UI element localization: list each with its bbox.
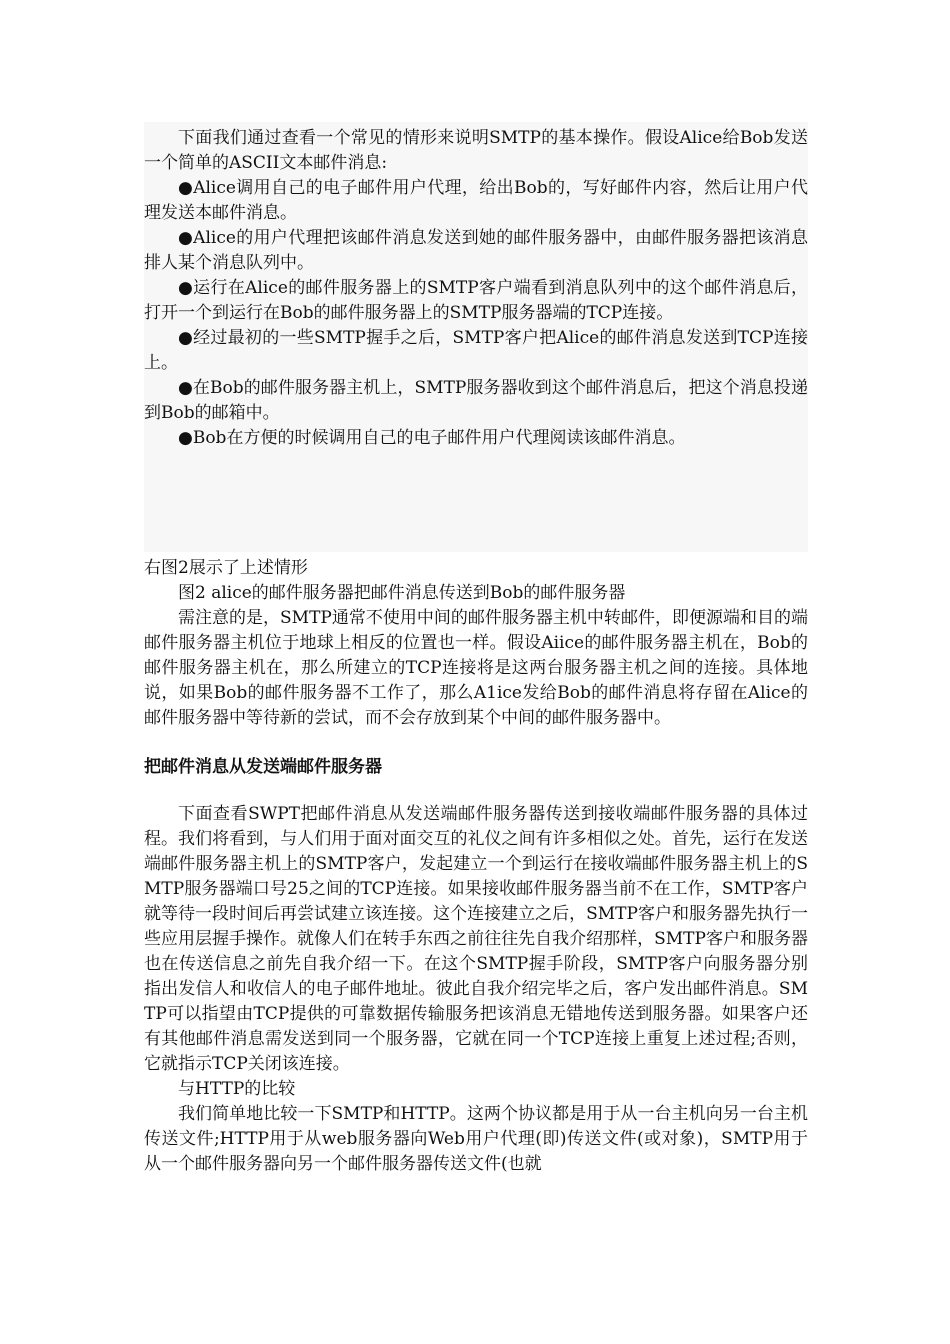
transfer-process-paragraph: 下面查看SWPT把邮件消息从发送端邮件服务器传送到接收端邮件服务器的具体过程。我们将看到，与人们用于面对面交互的礼仪之间有许多相似之处。首先，运行在发送端邮件服务器主机上的SMTP客户，发起建立一个到运行在接收端邮件服务器主机上的SMTP服务器端口号25之间的TCP连接。如果接收邮件服务器当前不在工作，SMTP客户就等待一段时间后再尝试建立该连接。这个连接建立之后，SMTP客户和服务器先执行一些应用层握手操作。就像人们在转手东西之前往往先自我介绍那样，SMTP客户和服务器也在传送信息之前先自我介绍一下。在这个SMTP握手阶段，SMTP客户向服务器分别指出发信人和收信人的电子邮件地址。彼此自我介绍完毕之后，客户发出邮件消息。SMTP可以指望由TCP提供的可靠数据传输服务把该消息无错地传送到服务器。如果客户还有其他邮件消息需发送到同一个服务器，它就在同一个TCP连接上重复上述过程;否则，它就指示TCP关闭该连接。 — [144, 804, 808, 1074]
scenario-step-2: ●Alice的用户代理把该邮件消息发送到她的邮件服务器中，由邮件服务器把该消息排人某个消息队列中。 — [144, 228, 808, 273]
scenario-intro: 下面我们通过查看一个常见的情形来说明SMTP的基本操作。假设Alice给Bob发送一个简单的ASCII文本邮件消息: — [144, 128, 808, 173]
comparison-subheading: 与HTTP的比较 — [178, 1079, 296, 1099]
scenario-step-4: ●经过最初的一些SMTP握手之后，SMTP客户把Alice的邮件消息发送到TCP连接上。 — [144, 328, 808, 373]
figure-caption: 图2 alice的邮件服务器把邮件消息传送到Bob的邮件服务器 — [178, 583, 626, 603]
smtp-scenario-block — [144, 126, 808, 451]
scenario-step-6: ●Bob在方便的时候调用自己的电子邮件用户代理阅读该邮件消息。 — [178, 428, 686, 448]
note-paragraph: 需注意的是，SMTP通常不使用中间的邮件服务器主机中转邮件，即便源端和目的端邮件服务器主机位于地球上相反的位置也一样。假设Aiice的邮件服务器主机在，Bob的邮件服务器主机在，那么所建立的TCP连接将是这两台服务器主机之间的连接。具体地说，如果Bob的邮件服务器不工作了，那么A1ice发给Bob的邮件消息将存留在Alice的邮件服务器中等待新的尝试，而不会存放到某个中间的邮件服务器中。 — [144, 608, 808, 728]
section-heading: 把邮件消息从发送端邮件服务器 — [144, 757, 382, 777]
figure-reference: 右图2展示了上述情形 — [144, 558, 308, 578]
main-body — [144, 556, 808, 1177]
scenario-step-3: ●运行在Alice的邮件服务器上的SMTP客户端看到消息队列中的这个邮件消息后，打开一个到运行在Bob的邮件服务器上的SMTP服务器端的TCP连接。 — [144, 278, 808, 323]
comparison-paragraph: 我们简单地比较一下SMTP和HTTP。这两个协议都是用于从一台主机向另一台主机传送文件;HTTP用于从web服务器向Web用户代理(即)传送文件(或对象)，SMTP用于从一个邮件服务器向另一个邮件服务器传送文件(也就 — [144, 1104, 808, 1174]
scenario-step-1: ●Alice调用自己的电子邮件用户代理，给出Bob的，写好邮件内容，然后让用户代理发送本邮件消息。 — [144, 178, 808, 223]
scenario-step-5: ●在Bob的邮件服务器主机上，SMTP服务器收到这个邮件消息后，把这个消息投递到Bob的邮箱中。 — [144, 378, 808, 423]
